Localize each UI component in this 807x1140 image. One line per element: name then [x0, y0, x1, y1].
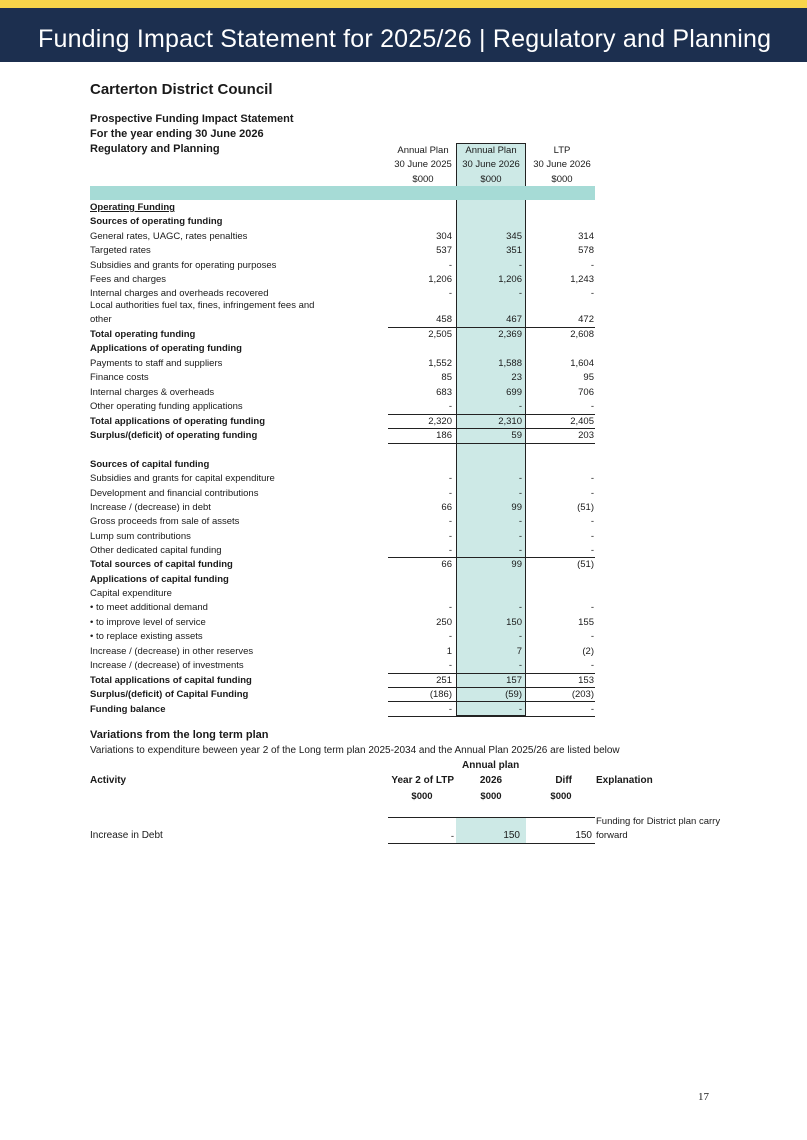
subtotal-rule [388, 557, 595, 558]
variation-ltp-value: - [450, 831, 454, 842]
col1-header-unit: $000 [412, 174, 434, 185]
subtotal-rule [388, 673, 595, 674]
banner-title: Funding Impact Statement for 2025/26 | Regulatory and Planning [38, 25, 772, 53]
statement-year: For the year ending 30 June 2026 [90, 128, 264, 140]
annual-plan-label: Annual plan [462, 760, 520, 771]
table-row: Total sources of capital funding 66 99 (51) [90, 559, 594, 570]
table-row: Lump sum contributions - - - [90, 531, 594, 542]
table-row: Finance costs 85 23 95 [90, 372, 594, 383]
col3-header-unit: $000 [551, 174, 573, 185]
table-row: Total applications of capital funding 251 157 153 [90, 675, 594, 686]
table-row: Applications of capital funding [90, 574, 229, 585]
table-header-band [90, 186, 595, 200]
variations-subheader-ltp: $000 [411, 791, 433, 802]
table-row: • to meet additional demand - - - [90, 602, 594, 613]
table-row: Increase / (decrease) in other reserves 1 7 (2) [90, 646, 594, 657]
table-row: Increase / (decrease) in debt 66 99 (51) [90, 502, 594, 513]
table-row: • to replace existing assets - - - [90, 631, 594, 642]
top-accent-bar [0, 0, 807, 8]
variation-explanation-line2: forward [596, 830, 628, 841]
statement-title: Prospective Funding Impact Statement [90, 113, 294, 125]
table-row: • to improve level of service 250 150 155 [90, 617, 594, 628]
statement-activity: Regulatory and Planning [90, 143, 220, 155]
table-row: Subsidies and grants for capital expenditure - - - [90, 473, 594, 484]
table-row: Internal charges & overheads 683 699 706 [90, 387, 594, 398]
variations-header-plan: 2026 [479, 775, 503, 786]
total-rule [388, 716, 595, 717]
variations-header-ltp: Year 2 of LTP [391, 775, 454, 786]
variations-subheader-diff: $000 [550, 791, 572, 802]
table-row: Local authorities fuel tax, fines, infringement fees and [90, 300, 315, 311]
page-number: 17 [698, 1091, 709, 1103]
variation-diff-value: 150 [575, 830, 592, 841]
col1-header-line1: Annual Plan [397, 145, 449, 156]
variations-subheader-plan: $000 [480, 791, 502, 802]
table-row: Applications of operating funding [90, 343, 242, 354]
table-row: General rates, UAGC, rates penalties 304 345 314 [90, 231, 594, 242]
variations-header-activity: Activity [90, 775, 127, 786]
variation-plan-value: 150 [503, 830, 520, 841]
subtotal-rule [388, 443, 595, 444]
table-row: Surplus/(deficit) of Capital Funding (186) (59) (203) [90, 689, 594, 700]
subtotal-rule [388, 687, 595, 688]
variations-title: Variations from the long term plan [90, 729, 269, 741]
table-row: Increase / (decrease) of investments - - - [90, 660, 594, 671]
table-row: other 458 467 472 [90, 314, 594, 325]
council-name: Carterton District Council [90, 81, 273, 98]
table-row: Subsidies and grants for operating purposes - - - [90, 260, 594, 271]
subtotal-rule [388, 701, 595, 702]
table-row: Development and financial contributions - - - [90, 488, 594, 499]
table-row: Payments to staff and suppliers 1,552 1,588 1,604 [90, 358, 594, 369]
variation-activity: Increase in Debt [90, 830, 163, 841]
variations-top-rule [388, 817, 595, 818]
subtotal-rule [388, 327, 595, 328]
table-row: Operating Funding [90, 202, 175, 213]
variations-bottom-rule [388, 843, 595, 844]
table-row: Capital expenditure [90, 588, 172, 599]
col3-header-line1: LTP [553, 145, 571, 156]
variations-header-explanation: Explanation [596, 775, 653, 786]
table-row: Sources of operating funding [90, 216, 223, 227]
page-banner [0, 8, 807, 62]
table-row: Surplus/(deficit) of operating funding 186 59 203 [90, 430, 594, 441]
table-row: Funding balance - - - [90, 704, 594, 715]
col2-header-unit: $000 [480, 174, 502, 185]
col1-header-line2: 30 June 2025 [394, 159, 452, 170]
col2-header-line1: Annual Plan [465, 145, 517, 156]
table-row: Gross proceeds from sale of assets - - - [90, 516, 594, 527]
table-row: Sources of capital funding [90, 459, 210, 470]
variations-header-diff: Diff [555, 775, 572, 786]
variation-explanation-line1: Funding for District plan carry [596, 816, 721, 827]
table-row: Internal charges and overheads recovered - - - [90, 288, 594, 299]
table-row: Total applications of operating funding 2,320 2,310 2,405 [90, 416, 594, 427]
variations-description: Variations to expenditure beween year 2 of the Long term plan 2025-2034 and the Annual Plan 2025/26 are listed below [90, 745, 620, 756]
table-row: Total operating funding 2,505 2,369 2,608 [90, 329, 594, 340]
col3-header-line2: 30 June 2026 [533, 159, 591, 170]
subtotal-rule [388, 428, 595, 429]
table-row: Targeted rates 537 351 578 [90, 245, 594, 256]
table-row: Other dedicated capital funding - - - [90, 545, 594, 556]
subtotal-rule [388, 414, 595, 415]
col2-header-line2: 30 June 2026 [462, 159, 520, 170]
table-row: Other operating funding applications - - - [90, 401, 594, 412]
table-row: Fees and charges 1,206 1,206 1,243 [90, 274, 594, 285]
